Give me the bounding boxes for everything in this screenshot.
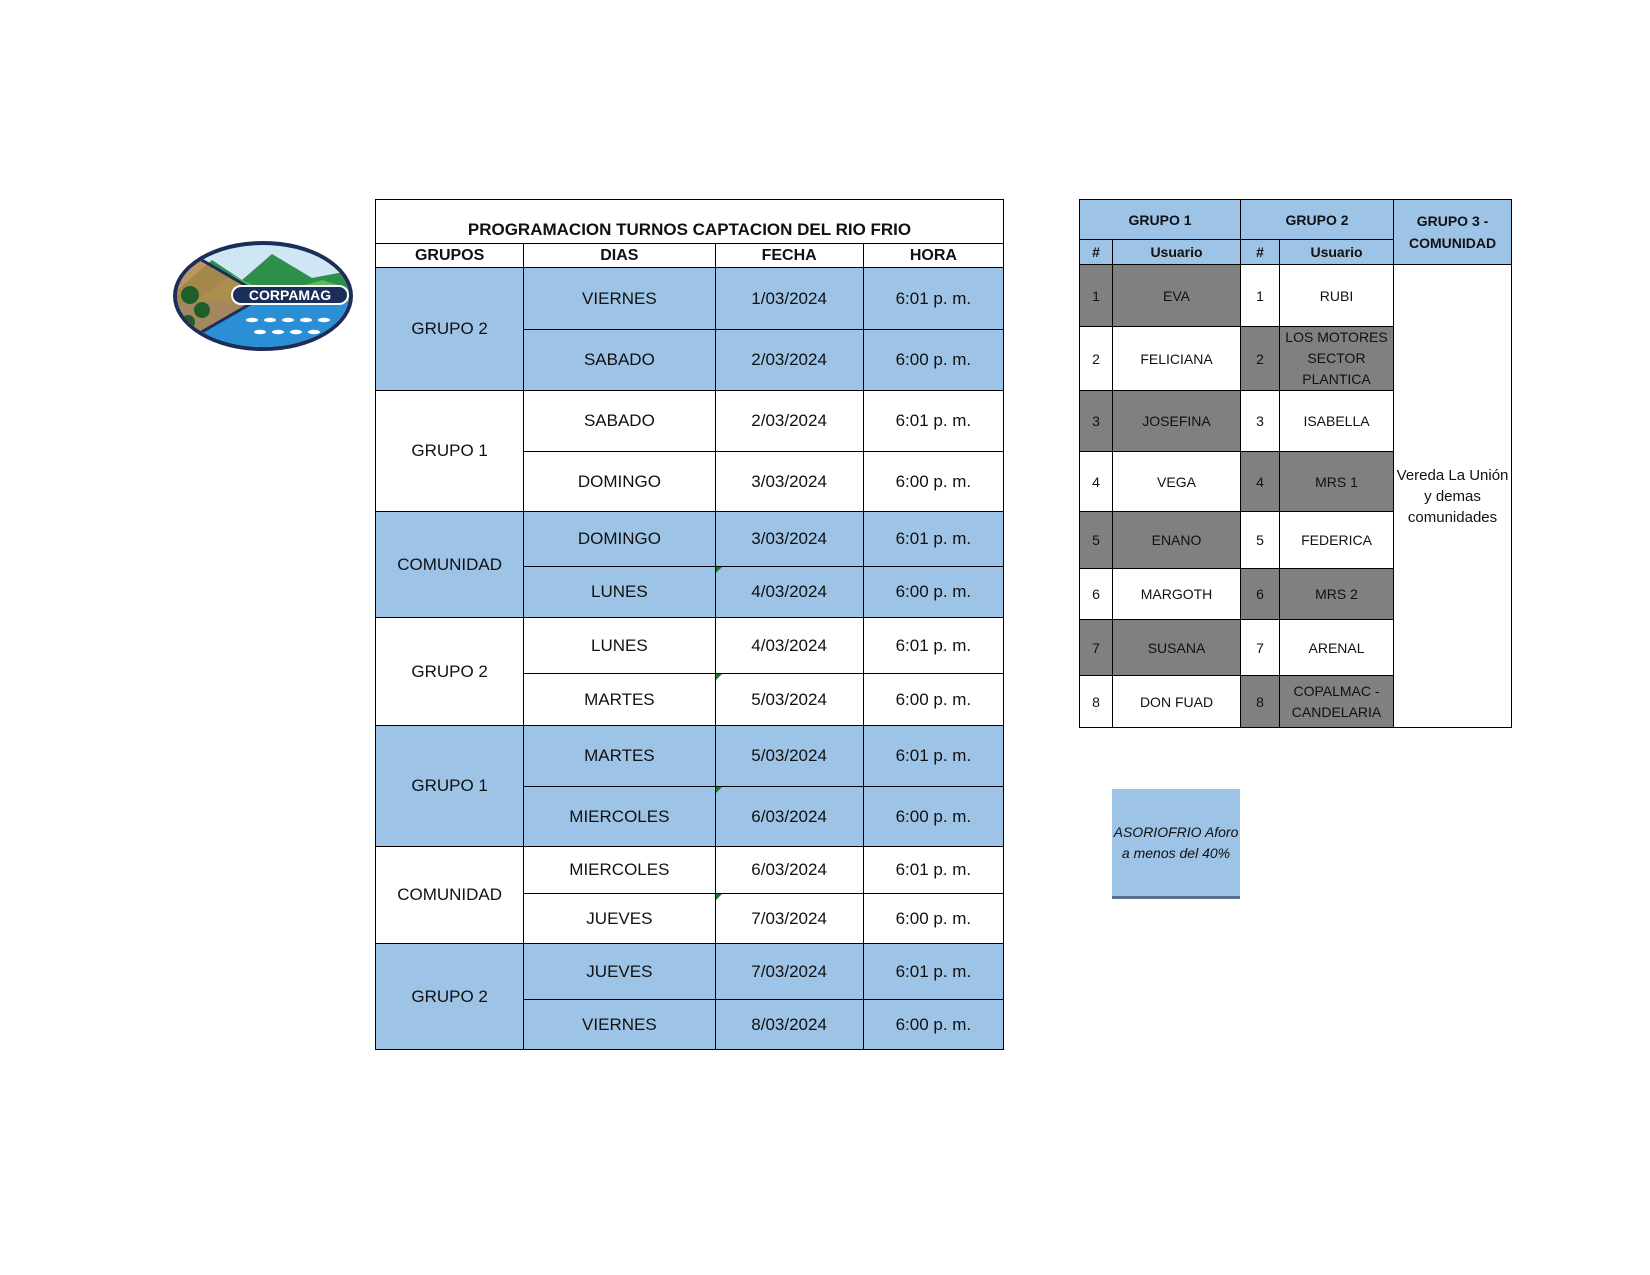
grupo2-number: 5: [1241, 512, 1280, 569]
grupo1-user-header: Usuario: [1113, 240, 1241, 265]
grupo1-number: 3: [1080, 391, 1113, 452]
grupo1-user: FELICIANA: [1113, 327, 1241, 391]
grupo2-number: 8: [1241, 676, 1280, 728]
grupo2-number: 6: [1241, 569, 1280, 620]
grupo2-user: ISABELLA: [1280, 391, 1394, 452]
grupo1-user: ENANO: [1113, 512, 1241, 569]
date-cell: 5/03/2024: [715, 726, 863, 787]
aforo-note-text: ASORIOFRIO Aforo a menos del 40%: [1113, 823, 1239, 861]
group-cell: GRUPO 2: [376, 944, 524, 1050]
grupo2-user: COPALMAC - CANDELARIA: [1280, 676, 1394, 728]
time-cell: 6:00 p. m.: [863, 452, 1003, 512]
day-cell: MARTES: [524, 674, 715, 726]
groups-table: [1079, 199, 1512, 728]
schedule-table: [375, 199, 1004, 1050]
aforo-note: [1112, 789, 1240, 899]
day-cell: LUNES: [524, 618, 715, 674]
time-cell: 6:00 p. m.: [863, 787, 1003, 847]
grupo1-user: JOSEFINA: [1113, 391, 1241, 452]
date-cell: 4/03/2024: [715, 567, 863, 618]
grupo1-number: 8: [1080, 676, 1113, 728]
grupo2-user: RUBI: [1280, 265, 1394, 327]
grupo3-header: GRUPO 3 - COMUNIDAD: [1394, 200, 1512, 265]
time-cell: 6:01 p. m.: [863, 944, 1003, 1000]
day-cell: DOMINGO: [524, 512, 715, 567]
grupo2-number: 2: [1241, 327, 1280, 391]
day-cell: DOMINGO: [524, 452, 715, 512]
grupo3-communities: Vereda La Unión y demas comunidades: [1394, 265, 1512, 728]
date-cell: 6/03/2024: [715, 787, 863, 847]
day-cell: MIERCOLES: [524, 847, 715, 894]
date-cell: 8/03/2024: [715, 1000, 863, 1050]
group-cell: GRUPO 2: [376, 618, 524, 726]
time-cell: 6:00 p. m.: [863, 1000, 1003, 1050]
grupo2-header: GRUPO 2: [1241, 200, 1394, 240]
grupo2-user: MRS 2: [1280, 569, 1394, 620]
time-cell: 6:01 p. m.: [863, 726, 1003, 787]
header-hora: HORA: [863, 244, 1003, 268]
grupo1-user: EVA: [1113, 265, 1241, 327]
grupo1-header: GRUPO 1: [1080, 200, 1241, 240]
table-row: [376, 268, 1004, 330]
grupo1-user: MARGOTH: [1113, 569, 1241, 620]
time-cell: 6:00 p. m.: [863, 567, 1003, 618]
grupo2-num-header: #: [1241, 240, 1280, 265]
date-cell: 7/03/2024: [715, 894, 863, 944]
group-cell: GRUPO 2: [376, 268, 524, 391]
grupo2-user: FEDERICA: [1280, 512, 1394, 569]
day-cell: LUNES: [524, 567, 715, 618]
grupo2-user-header: Usuario: [1280, 240, 1394, 265]
grupo1-number: 1: [1080, 265, 1113, 327]
grupo1-number: 2: [1080, 327, 1113, 391]
table-row: [376, 512, 1004, 567]
day-cell: VIERNES: [524, 1000, 715, 1050]
group-cell: COMUNIDAD: [376, 847, 524, 944]
header-fecha: FECHA: [715, 244, 863, 268]
date-cell: 2/03/2024: [715, 330, 863, 391]
day-cell: MIERCOLES: [524, 787, 715, 847]
day-cell: SABADO: [524, 391, 715, 452]
day-cell: JUEVES: [524, 944, 715, 1000]
date-cell: 2/03/2024: [715, 391, 863, 452]
grupo1-number: 5: [1080, 512, 1113, 569]
date-cell: 3/03/2024: [715, 452, 863, 512]
table-row: [376, 391, 1004, 452]
table-row: [376, 726, 1004, 787]
grupo1-number: 7: [1080, 620, 1113, 676]
day-cell: MARTES: [524, 726, 715, 787]
grupo2-number: 7: [1241, 620, 1280, 676]
time-cell: 6:01 p. m.: [863, 618, 1003, 674]
date-cell: 6/03/2024: [715, 847, 863, 894]
date-cell: 5/03/2024: [715, 674, 863, 726]
group-cell: GRUPO 1: [376, 726, 524, 847]
date-cell: 1/03/2024: [715, 268, 863, 330]
day-cell: JUEVES: [524, 894, 715, 944]
grupo2-user: MRS 1: [1280, 452, 1394, 512]
corpamag-logo: [172, 240, 354, 352]
header-dias: DIAS: [524, 244, 715, 268]
grupo1-num-header: #: [1080, 240, 1113, 265]
grupo2-user: ARENAL: [1280, 620, 1394, 676]
grupo1-number: 6: [1080, 569, 1113, 620]
date-cell: 7/03/2024: [715, 944, 863, 1000]
grupo2-number: 1: [1241, 265, 1280, 327]
time-cell: 6:00 p. m.: [863, 894, 1003, 944]
grupo2-user: LOS MOTORES SECTOR PLANTICA: [1280, 327, 1394, 391]
time-cell: 6:00 p. m.: [863, 330, 1003, 391]
date-cell: 3/03/2024: [715, 512, 863, 567]
day-cell: SABADO: [524, 330, 715, 391]
schedule-title: PROGRAMACION TURNOS CAPTACION DEL RIO FRIO: [376, 200, 1004, 244]
grupo1-user: DON FUAD: [1113, 676, 1241, 728]
table-row: [376, 847, 1004, 894]
time-cell: 6:01 p. m.: [863, 512, 1003, 567]
group-cell: COMUNIDAD: [376, 512, 524, 618]
grupo2-number: 3: [1241, 391, 1280, 452]
group-cell: GRUPO 1: [376, 391, 524, 512]
time-cell: 6:01 p. m.: [863, 268, 1003, 330]
time-cell: 6:01 p. m.: [863, 391, 1003, 452]
grupo1-user: VEGA: [1113, 452, 1241, 512]
grupo1-user: SUSANA: [1113, 620, 1241, 676]
time-cell: 6:00 p. m.: [863, 674, 1003, 726]
grupo2-number: 4: [1241, 452, 1280, 512]
svg-text:CORPAMAG: CORPAMAG: [248, 287, 332, 303]
date-cell: 4/03/2024: [715, 618, 863, 674]
grupo1-number: 4: [1080, 452, 1113, 512]
table-row: [376, 618, 1004, 674]
table-row: [376, 944, 1004, 1000]
header-grupos: GRUPOS: [376, 244, 524, 268]
table-row: [1080, 265, 1512, 327]
day-cell: VIERNES: [524, 268, 715, 330]
time-cell: 6:01 p. m.: [863, 847, 1003, 894]
